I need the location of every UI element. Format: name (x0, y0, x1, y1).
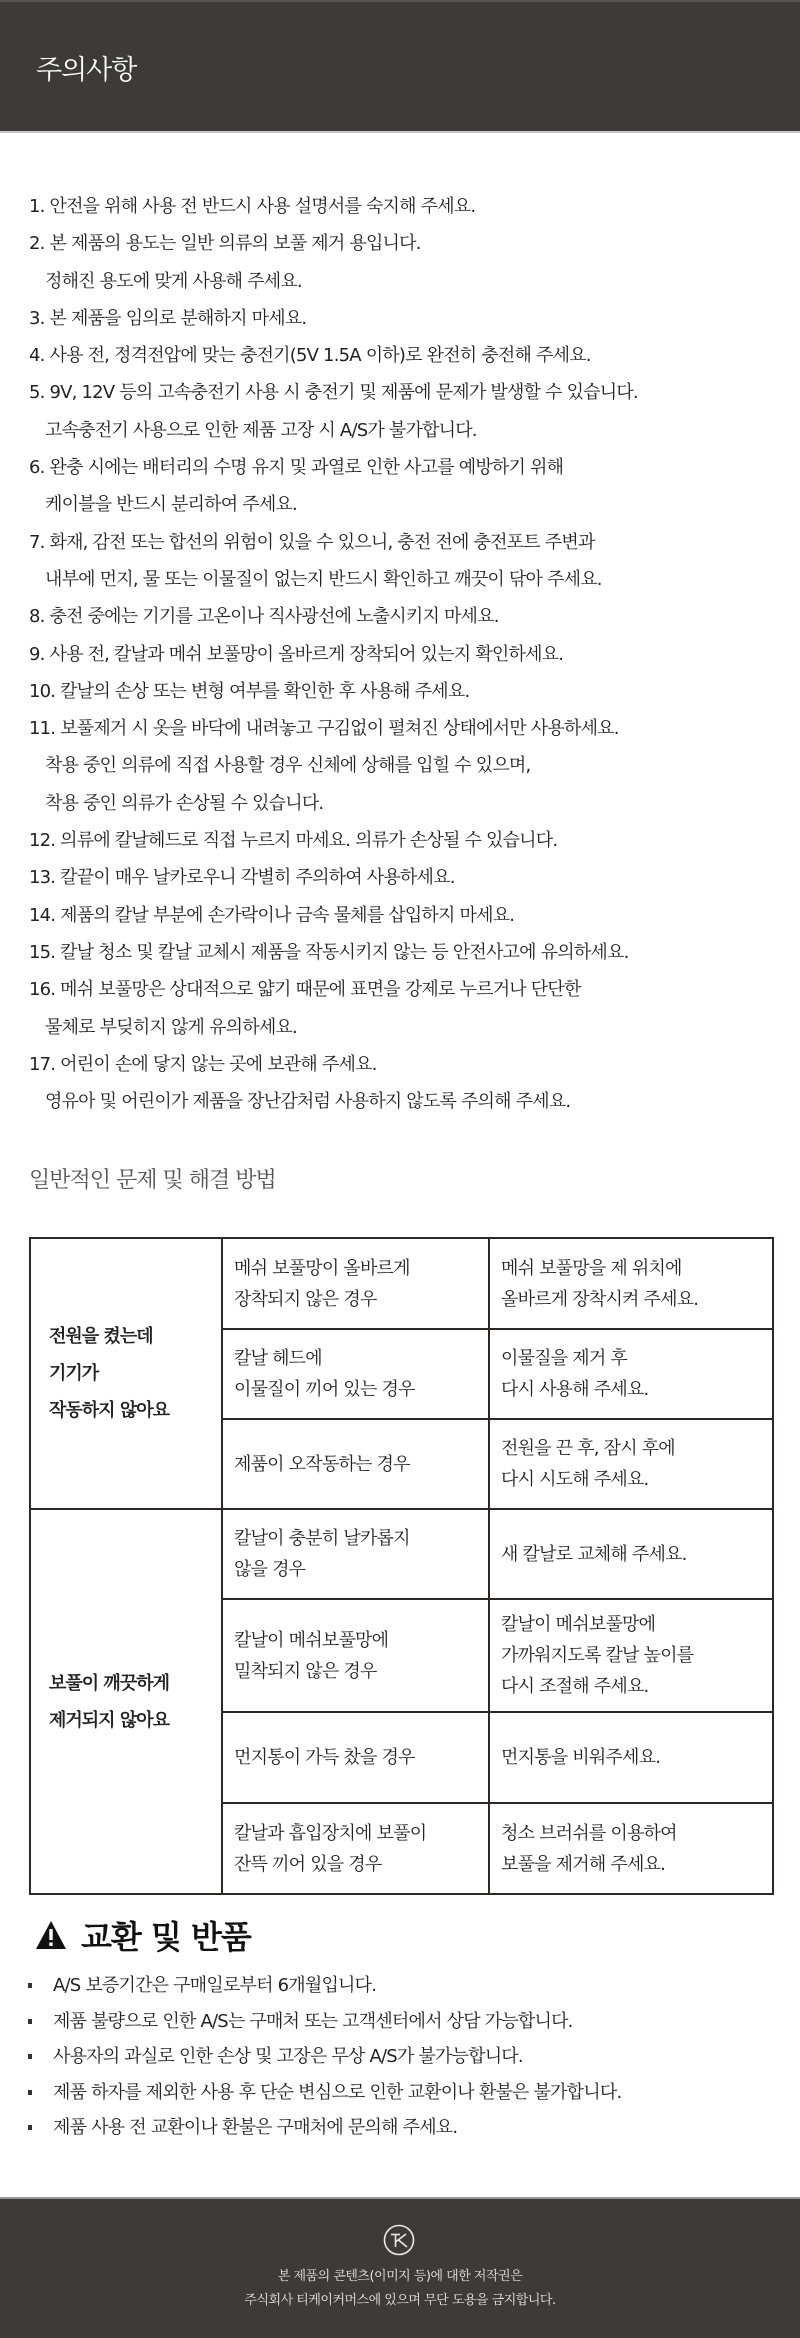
problem-line: 제거되지 않아요 (49, 1709, 169, 1731)
caution-item-continuation: 케이블을 반드시 분리하여 주세요. (45, 494, 297, 516)
caution-item (29, 673, 789, 710)
page-footer (0, 2197, 800, 2338)
problem-line: 전원을 켰는데 (49, 1326, 153, 1347)
caution-item (29, 337, 789, 374)
caution-item-text: 1. 안전을 위해 사용 전 반드시 사용 설명서를 숙지해 주세요. (29, 196, 476, 217)
solution-line: 전원을 끈 후, 잠시 후에 (501, 1438, 675, 1459)
bullet-icon (28, 2125, 32, 2130)
exchange-item-text: 제품 사용 전 교환이나 환불은 구매처에 문의해 주세요. (53, 2117, 458, 2138)
problem-line: 작동하지 않아요 (49, 1400, 169, 1421)
solution-line: 올바르게 장착시켜 주세요. (501, 1288, 699, 1310)
problem-cell (30, 1238, 222, 1509)
cause-line: 밀착되지 않은 경우 (234, 1660, 377, 1682)
exchange-item (27, 2004, 787, 2040)
solution-cell (489, 1419, 773, 1509)
caution-item-text: 8. 충전 중에는 기기를 고온이나 직사광선에 노출시키지 마세요. (29, 606, 499, 628)
cause-cell (222, 1803, 489, 1894)
caution-item-continuation: 착용 중인 의류가 손상될 수 있습니다. (45, 792, 324, 814)
caution-item (29, 188, 789, 225)
solution-line: 메쉬 보풀망을 제 위치에 (501, 1257, 682, 1279)
caution-item-text: 10. 칼날의 손상 또는 변형 여부를 확인한 후 사용해 주세요. (29, 680, 470, 702)
solution-line: 다시 조절해 주세요. (501, 1676, 649, 1697)
page-title: 주의사항 (36, 55, 137, 86)
caution-item-continuation: 영유아 및 어린이가 제품을 장난감처럼 사용하지 않도록 주의해 주세요. (45, 1091, 571, 1113)
solution-cell (489, 1599, 773, 1712)
cause-line: 제품이 오작동하는 경우 (234, 1453, 410, 1475)
solution-line: 보풀을 제거해 주세요. (501, 1853, 666, 1875)
table-row (30, 1238, 773, 1329)
caution-item-continuation: 정해진 용도에 맞게 사용해 주세요. (45, 270, 302, 292)
bullet-icon (28, 2019, 32, 2024)
cause-line: 장착되지 않은 경우 (234, 1288, 377, 1310)
tk-logo-icon (383, 2224, 415, 2256)
caution-item (29, 1046, 789, 1121)
caution-item (29, 897, 789, 934)
caution-item (29, 598, 789, 635)
solution-line: 다시 사용해 주세요. (501, 1379, 649, 1400)
cause-cell (222, 1329, 489, 1419)
cause-line: 칼날과 흡입장치에 보풀이 (234, 1822, 427, 1844)
caution-item (29, 822, 789, 859)
caution-item-text: 15. 칼날 청소 및 칼날 교체시 제품을 작동시키지 않는 등 안전사고에 유의하세요. (29, 941, 629, 963)
exchange-list (27, 1968, 787, 2146)
problem-line: 보풀이 깨끗하게 (49, 1672, 169, 1694)
exchange-item-text: 제품 불량으로 인한 A/S는 구매처 또는 고객센터에서 상담 가능합니다. (53, 2010, 573, 2032)
solution-cell (489, 1509, 773, 1599)
copyright-notice (0, 2265, 800, 2313)
exchange-item-text: 사용자의 과실로 인한 손상 및 고장은 무상 A/S가 불가능합니다. (53, 2046, 523, 2067)
caution-item (29, 449, 789, 524)
solution-line: 다시 시도해 주세요. (501, 1469, 649, 1490)
exchange-section-title (35, 1912, 251, 1958)
caution-item (29, 524, 789, 599)
caution-item-text: 17. 어린이 손에 닿지 않는 곳에 보관해 주세요. (29, 1053, 377, 1075)
cause-line: 잔뜩 끼어 있을 경우 (234, 1853, 382, 1875)
solution-cell (489, 1712, 773, 1803)
cause-line: 칼날 헤드에 (234, 1348, 322, 1369)
cause-cell (222, 1712, 489, 1803)
exchange-item-text: 제품 하자를 제외한 사용 후 단순 변심으로 인한 교환이나 환불은 불가합니다. (53, 2081, 622, 2103)
problem-line: 기기가 (49, 1363, 99, 1384)
caution-item (29, 971, 789, 1046)
warning-triangle-icon (35, 1920, 67, 1950)
solution-line: 칼날이 메쉬보풀망에 (501, 1614, 656, 1635)
caution-item-continuation: 내부에 먼지, 물 또는 이물질이 없는지 반드시 확인하고 깨끗이 닦아 주세요. (45, 568, 602, 590)
solution-line: 가까워지도록 칼날 높이를 (501, 1645, 694, 1666)
caution-item-text: 5. 9V, 12V 등의 고속충전기 사용 시 충전기 및 제품에 문제가 발생할 수 있습니다. (29, 382, 638, 404)
caution-item (29, 934, 789, 971)
caution-item-text: 3. 본 제품을 임의로 분해하지 마세요. (29, 307, 307, 329)
exchange-item (27, 2075, 787, 2111)
troubleshooting-title: 일반적인 문제 및 해결 방법 (29, 1168, 276, 1193)
caution-item (29, 636, 789, 673)
caution-item (29, 710, 789, 822)
solution-line: 먼지통을 비워주세요. (501, 1747, 661, 1768)
cause-line: 칼날이 충분히 날카롭지 (234, 1528, 410, 1549)
solution-line: 청소 브러쉬를 이용하여 (501, 1822, 677, 1844)
solution-line: 새 칼날로 교체해 주세요. (501, 1543, 687, 1565)
caution-item (29, 300, 789, 337)
cause-cell (222, 1419, 489, 1509)
caution-item-text: 12. 의류에 칼날헤드로 직접 누르지 마세요. 의류가 손상될 수 있습니다. (29, 830, 558, 852)
caution-item-continuation: 착용 중인 의류에 직접 사용할 경우 신체에 상해를 입힐 수 있으며, (45, 755, 531, 777)
table-row (30, 1509, 773, 1599)
caution-item-text: 13. 칼끝이 매우 날카로우니 각별히 주의하여 사용하세요. (29, 867, 455, 889)
caution-item-text: 4. 사용 전, 정격전압에 맞는 충전기(5V 1.5A 이하)로 완전히 충전해 주세요. (29, 345, 591, 367)
bullet-icon (28, 2090, 32, 2095)
caution-item (29, 859, 789, 896)
caution-item-text: 7. 화재, 감전 또는 합선의 위험이 있을 수 있으니, 충전 전에 충전포트 주변과 (29, 531, 595, 553)
bullet-icon (28, 1983, 32, 1988)
solution-cell (489, 1329, 773, 1419)
caution-item-text: 14. 제품의 칼날 부분에 손가락이나 금속 물체를 삽입하지 마세요. (29, 904, 515, 926)
caution-item (29, 225, 789, 300)
caution-item-text: 11. 보풀제거 시 옷을 바닥에 내려놓고 구김없이 펼쳐진 상태에서만 사용하세요. (29, 718, 619, 740)
troubleshooting-table (29, 1237, 774, 1895)
cause-line: 않을 경우 (234, 1559, 306, 1580)
bullet-icon (28, 2054, 32, 2059)
caution-item (29, 374, 789, 449)
solution-cell (489, 1238, 773, 1329)
caution-item-continuation: 고속충전기 사용으로 인한 제품 고장 시 A/S가 불가합니다. (45, 419, 477, 441)
exchange-title-text: 교환 및 반품 (81, 1918, 251, 1956)
cause-cell (222, 1509, 489, 1599)
exchange-item (27, 2110, 787, 2146)
page-header (0, 0, 800, 133)
exchange-item (27, 2039, 787, 2075)
caution-item-text: 16. 메쉬 보풀망은 상대적으로 얇기 때문에 표면을 강제로 누르거나 단단한 (29, 979, 581, 1001)
caution-list (29, 188, 789, 1120)
copyright-line-2: 주식회사 티케이커머스에 있으며 무단 도용을 금지합니다. (244, 2293, 556, 2308)
solution-cell (489, 1803, 773, 1894)
cause-line: 칼날이 메쉬보풀망에 (234, 1629, 389, 1651)
caution-item-text: 9. 사용 전, 칼날과 메쉬 보풀망이 올바르게 장착되어 있는지 확인하세요. (29, 643, 564, 665)
exchange-item-text: A/S 보증기간은 구매일로부터 6개월입니다. (53, 1975, 377, 1996)
cause-cell (222, 1238, 489, 1329)
solution-line: 이물질을 제거 후 (501, 1348, 627, 1369)
caution-item-continuation: 물체로 부딪히지 않게 유의하세요. (45, 1016, 297, 1038)
caution-item-text: 2. 본 제품의 용도는 일반 의류의 보풀 제거 용입니다. (29, 233, 421, 255)
exchange-item (27, 1968, 787, 2004)
cause-line: 메쉬 보풀망이 올바르게 (234, 1257, 410, 1279)
cause-cell (222, 1599, 489, 1712)
copyright-line-1: 본 제품의 콘텐츠(이미지 등)에 대한 저작권은 (277, 2269, 523, 2284)
caution-item-text: 6. 완충 시에는 배터리의 수명 유지 및 과열로 인한 사고를 예방하기 위해 (29, 457, 564, 479)
cause-line: 먼지통이 가득 찼을 경우 (234, 1747, 415, 1768)
cause-line: 이물질이 끼어 있는 경우 (234, 1379, 415, 1400)
problem-cell (30, 1509, 222, 1894)
